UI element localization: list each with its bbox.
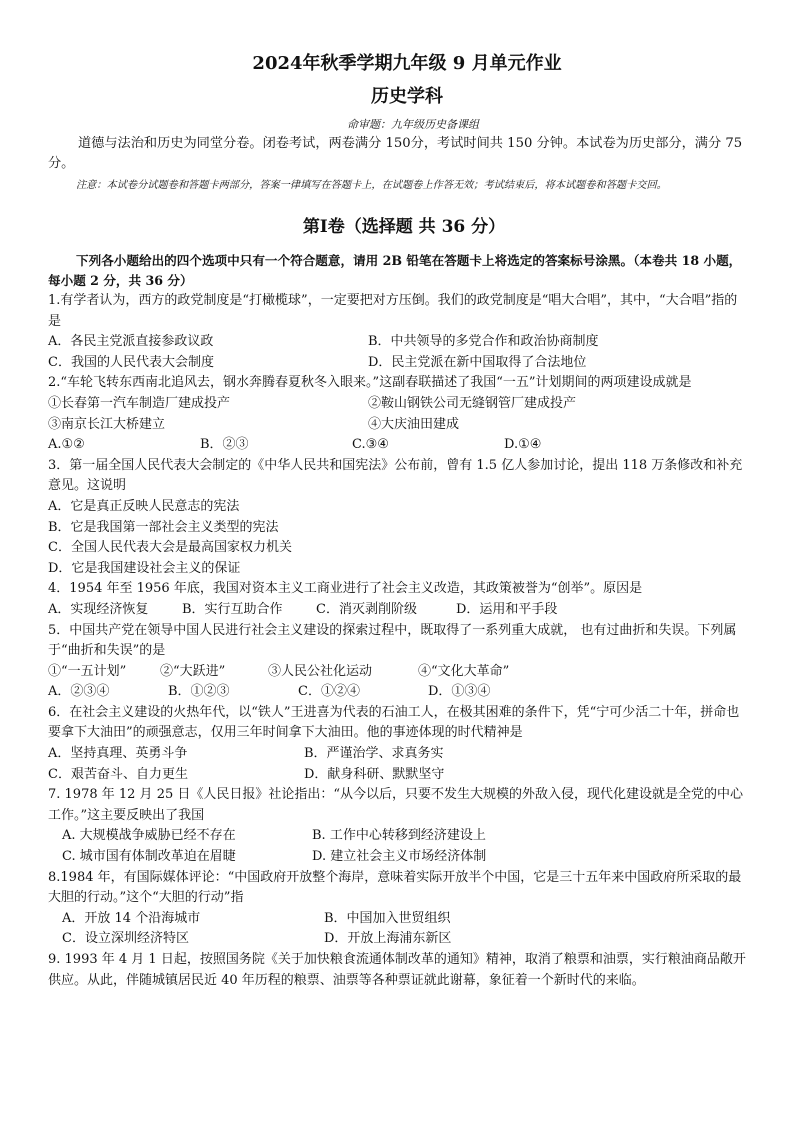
section-instruction: 下列各小题给出的四个选项中只有一个符合题意，请用 2B 铅笔在答题卡上将选定的答案标号涂黑。（本卷共 18 小题，每小题 2 分，共 36 分）: [48, 253, 742, 288]
question-stem: 9. 1993 年 4 月 1 日起，按照国务院《关于加快粮食流通体制改革的通知》精神，取消了粮票和油票，实行粮油商品敞开供应。从此，伴随城镇居民近 40 年历程的粮票、油票等各种票证就此谢幕，象征着一个新时代的来临。: [48, 952, 746, 988]
option-c: C．全国人民代表大会是最高国家权力机关: [48, 540, 292, 556]
statement-2: ②“大跃进”: [160, 663, 226, 679]
option-b: B．它是我国第一部社会主义类型的宪法: [48, 519, 279, 535]
option-b: B．实行互助合作: [182, 601, 283, 617]
option-d: D.①④: [504, 437, 542, 453]
option-d: D．开放上海浦东新区: [324, 931, 452, 947]
option-a: A．②③④: [48, 684, 110, 700]
option-c: C．我国的人民代表大会制度: [48, 354, 214, 370]
question-5: [48, 621, 748, 703]
option-b: B．②③: [200, 437, 249, 453]
question-stem: 6．在社会主义建设的火热年代，以“铁人”王进喜为代表的石油工人，在极其困难的条件下，凭“宁可少活二十年，拼命也要拿下大油田”的顽强意志，仅用三年时间拿下大油田。他的事迹体现的时代精神是: [48, 704, 740, 741]
option-d: D．民主党派在新中国取得了合法地位: [368, 354, 587, 370]
option-row: [48, 847, 748, 868]
question-stem: 4．1954 年至 1956 年底，我国对资本主义工商业进行了社会主义改造，其政策被誉为“创举”。原因是: [48, 581, 643, 597]
section-title: 第Ⅰ卷（选择题 共 36 分）: [302, 217, 506, 237]
question-1: [48, 291, 748, 373]
exam-title: 2024年秋季学期九年级 9 月单元作业: [252, 53, 562, 74]
subject-title: 历史学科: [371, 86, 443, 107]
question-9: [48, 950, 748, 991]
statement-row: [48, 394, 748, 415]
option-row: [48, 744, 748, 765]
option-d: D．运用和平手段: [456, 601, 558, 617]
question-stem: 3．第一届全国人民代表大会制定的《中华人民共和国宪法》公布前，曾有 1.5 亿人参加讨论，提出 118 万条修改和补充意见。这说明: [48, 457, 743, 494]
statement-4: ④“文化大革命”: [418, 663, 510, 679]
option-a: A．实现经济恢复: [48, 601, 149, 617]
option-row: [48, 682, 748, 703]
option-c: C．设立深圳经济特区: [62, 931, 189, 947]
option-a: A．它是真正反映人民意志的宪法: [48, 498, 240, 514]
option-c: C．消灭剥削阶级: [316, 601, 417, 617]
statement-1: ①长春第一汽车制造厂建成投产: [48, 395, 231, 411]
option-d: D. 建立社会主义市场经济体制: [312, 849, 487, 865]
statement-2: ②鞍山钢铁公司无缝钢管厂建成投产: [368, 395, 577, 411]
option-row: [48, 929, 748, 950]
question-3: [48, 456, 748, 580]
question-7: [48, 785, 748, 867]
statement-4: ④大庆油田建成: [368, 416, 460, 432]
option-a: A. 大规模战争威胁已经不存在: [62, 828, 236, 844]
option-row: [48, 909, 748, 930]
question-stem: 8.1984 年，有国际媒体评论：“中国政府开放整个海岸，意味着实际开放半个中国，它是三十五年来中国政府所采取的最大胆的行动。”这个“大胆的行动”指: [48, 869, 742, 906]
option-b: B. 工作中心转移到经济建设上: [312, 828, 486, 844]
question-stem: 2.“车轮飞转东西南北追风去，钢水奔腾春夏秋冬入眼来。”这副春联描述了我国“一五”计划期间的两项建设成就是: [48, 375, 692, 391]
option-c: C.③④: [352, 437, 389, 453]
option-d: D．献身科研、默默坚守: [304, 766, 445, 782]
exam-intro: 道德与法治和历史为同堂分卷。闭卷考试，两卷满分 150分，考试时间共 150 分钟。本试卷为历史部分，满分 75 分。: [48, 136, 743, 171]
question-8: [48, 868, 748, 950]
question-stem: 5．中国共产党在领导中国人民进行社会主义建设的探索过程中，既取得了一系列重大成就， 也有过曲折和失误。下列属于“曲折和失误”的是: [48, 622, 737, 659]
option-row: [48, 826, 748, 847]
option-row: [48, 353, 748, 374]
option-c: C．艰苦奋斗、自力更生: [48, 766, 188, 782]
statement-row: [48, 415, 748, 436]
option-b: B．①②③: [168, 684, 230, 700]
statement-1: ①“一五计划”: [48, 663, 127, 679]
option-c: C. 城市国有体制改革迫在眉睫: [62, 849, 236, 865]
setter-line: 命审题：九年级历史备课组: [347, 118, 479, 131]
option-b: B．中共领导的多党合作和政治协商制度: [368, 334, 599, 350]
option-b: B．中国加入世贸组织: [324, 910, 451, 926]
exam-page: [48, 52, 748, 991]
statement-3: ③人民公社化运动: [268, 663, 373, 679]
option-a: A．坚持真理、英勇斗争: [48, 746, 188, 762]
statement-row: [48, 662, 748, 683]
question-stem: 7. 1978 年 12 月 25 日《人民日报》社论指出：“从今以后，只要不发生大规模的外敌入侵，现代化建设就是全党的中心工作。”这主要反映出了我国: [48, 787, 744, 823]
exam-note: 注意：本试卷分试题卷和答题卡两部分，答案一律填写在答题卡上，在试题卷上作答无效；考试结束后，将本试题卷和答题卡交回。: [76, 180, 667, 191]
option-row: [48, 765, 748, 786]
question-6: [48, 703, 748, 785]
option-d: D．它是我国建设社会主义的保证: [48, 560, 241, 576]
option-c: C．①②④: [298, 684, 360, 700]
option-a: A．各民主党派直接参政议政: [48, 334, 214, 350]
question-stem: 1.有学者认为，西方的政党制度是“打橄榄球”，一定要把对方压倒。我们的政党制度是“唱大合唱”，其中，“大合唱”指的是: [48, 293, 738, 329]
option-b: B．严谨治学、求真务实: [304, 746, 444, 762]
option-row: [48, 600, 748, 621]
question-2: [48, 373, 748, 455]
option-row: [48, 332, 748, 353]
statement-3: ③南京长江大桥建立: [48, 416, 166, 432]
option-a: A.①②: [48, 437, 85, 453]
option-row: [48, 435, 748, 456]
question-4: [48, 579, 748, 620]
option-a: A．开放 14 个沿海城市: [62, 910, 201, 926]
option-d: D．①③④: [428, 684, 491, 700]
